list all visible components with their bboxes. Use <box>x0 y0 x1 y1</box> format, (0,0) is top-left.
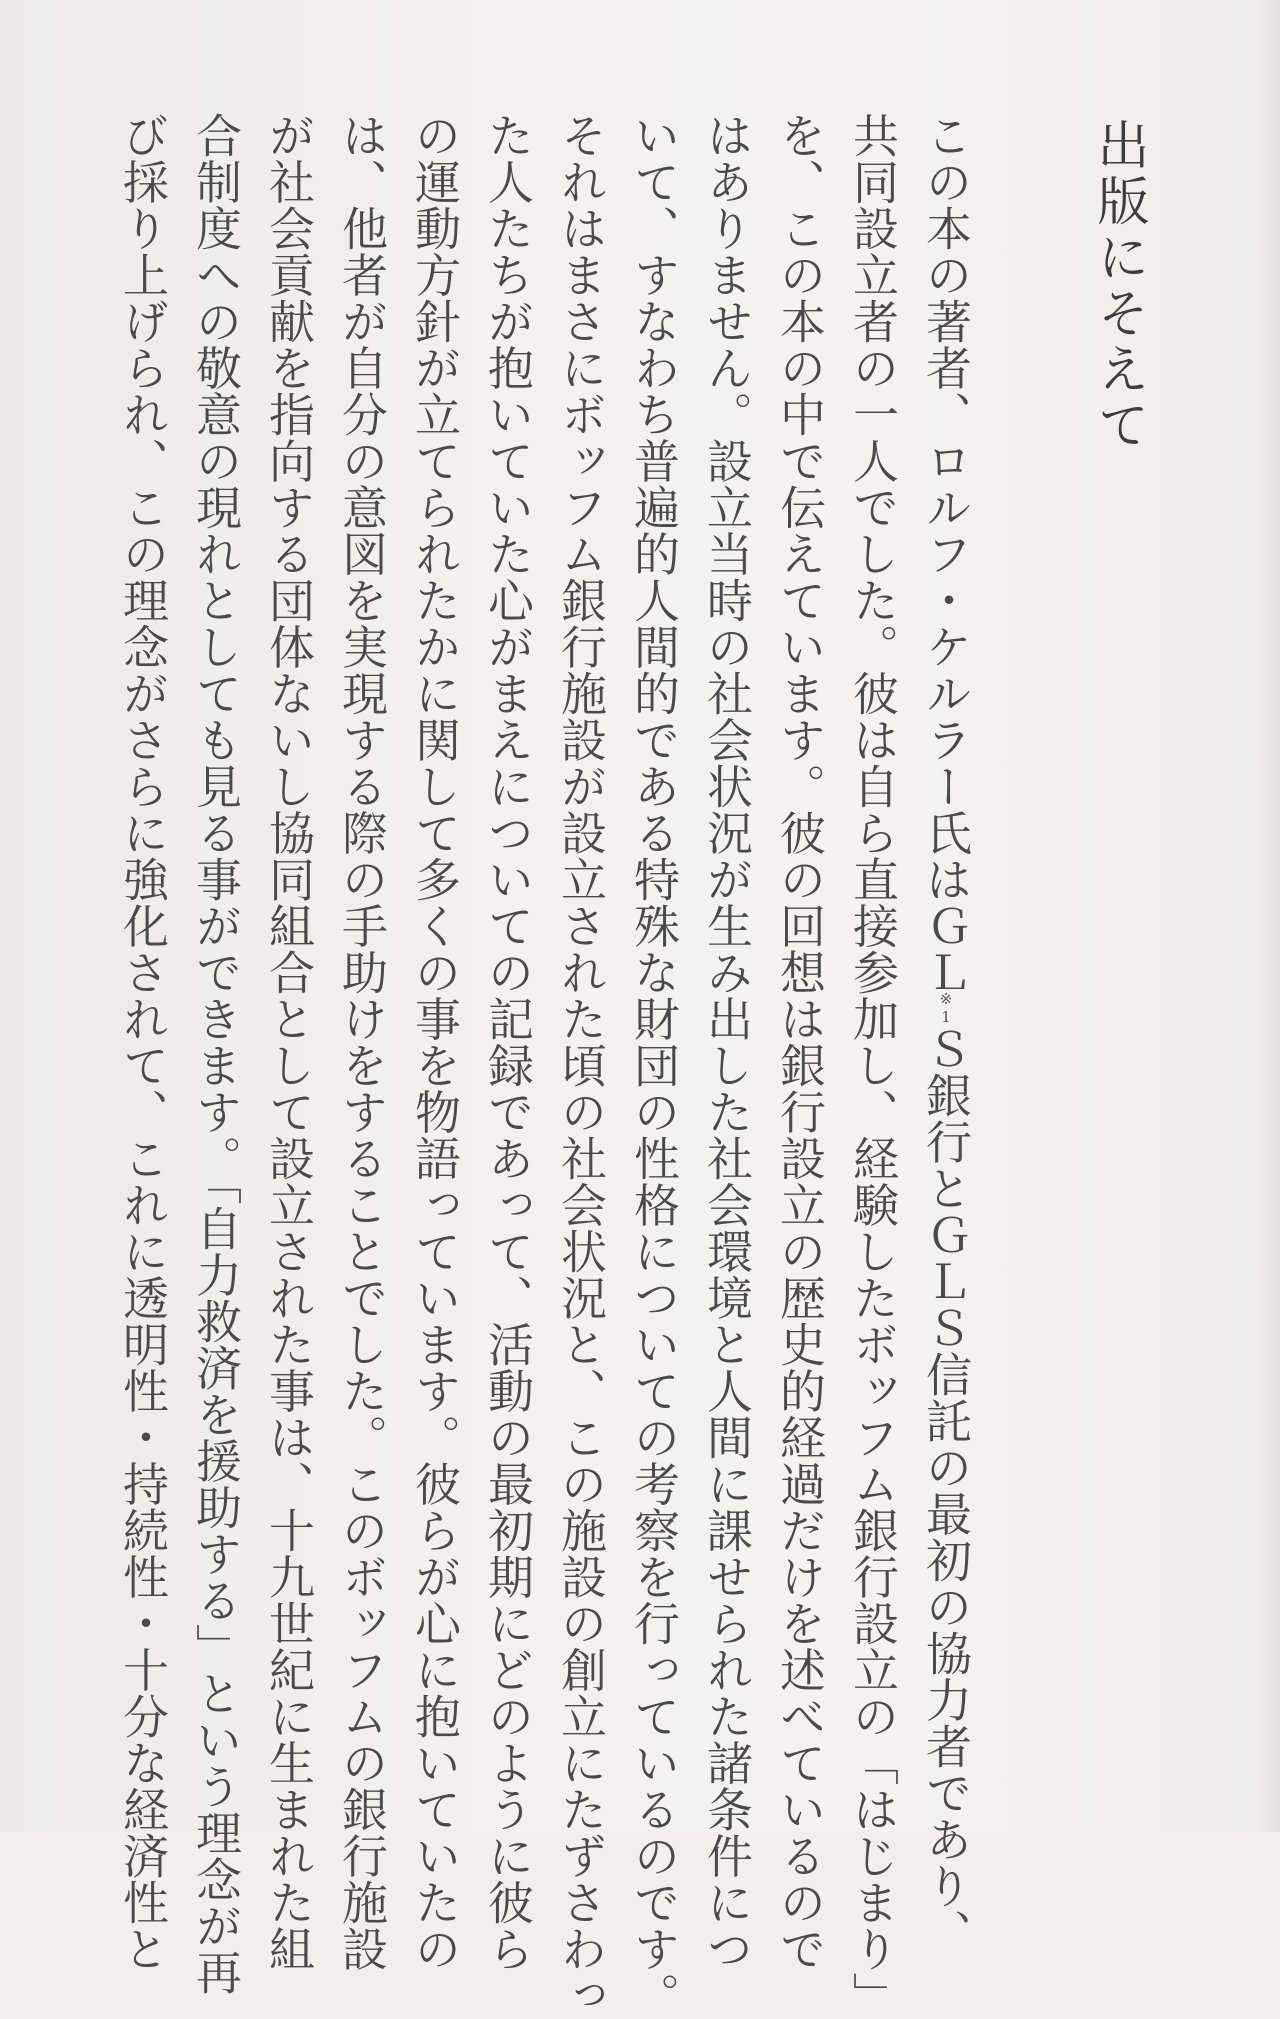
text-line-9: は、他者が自分の意図を実現する際の手助けをすることでした。このボッフムの銀行施設 <box>335 112 389 1972</box>
body-paragraph <box>116 112 982 2019</box>
text-line-10: が社会貢献を指向する団体ないし協同組合として設立された事は、十九世紀に生まれた組 <box>262 112 316 1972</box>
text-line-6: それはまさにボッフム銀行施設が設立された頃の社会状況と、この施設の創立にたずさわっ <box>554 112 608 2019</box>
text-line-11: 合制度への敬意の現れとしても見る事ができます。「自力救済を援助する」という理念が再 <box>189 112 243 1996</box>
text-line-1-part-b: Ｓ銀行とＧＬＳ信託の最初の協力者であり、 <box>919 1025 973 1956</box>
footnote-marker: ※1 <box>937 989 955 1026</box>
page-edge-shadow <box>1258 0 1280 1832</box>
text-line-12: び採り上げられ、この理念がさらに強化されて、これに透明性・持続性・十分な経済性と <box>116 112 170 1972</box>
text-line-4: はありません。設立当時の社会状況が生み出した社会環境と人間に課せられた諸条件につ <box>700 112 754 1972</box>
text-line-5: いて、すなわち普遍的人間的である特殊な財団の性格についての考察を行っているのです。 <box>627 112 681 2019</box>
chapter-title: 出版にそえて <box>1088 118 1148 454</box>
text-line-3: を、この本の中で伝えています。彼の回想は銀行設立の歴史的経過だけを述べているので <box>773 112 827 1972</box>
text-line-1-part-a: この本の著者、ロルフ・ケルラー氏はＧＬ <box>919 112 973 996</box>
text-line-1 <box>909 112 982 1956</box>
text-line-8: の運動方針が立てられたかに関して多くの事を物語っています。彼らが心に抱いていたの <box>408 112 462 1972</box>
text-line-2: 共同設立者の一人でした。彼は自ら直接参加し、経験したボッフム銀行設立の「はじまり」 <box>846 112 900 2019</box>
text-line-7: た人たちが抱いていた心がまえについての記録であって、活動の最初期にどのように彼ら <box>481 112 535 1972</box>
